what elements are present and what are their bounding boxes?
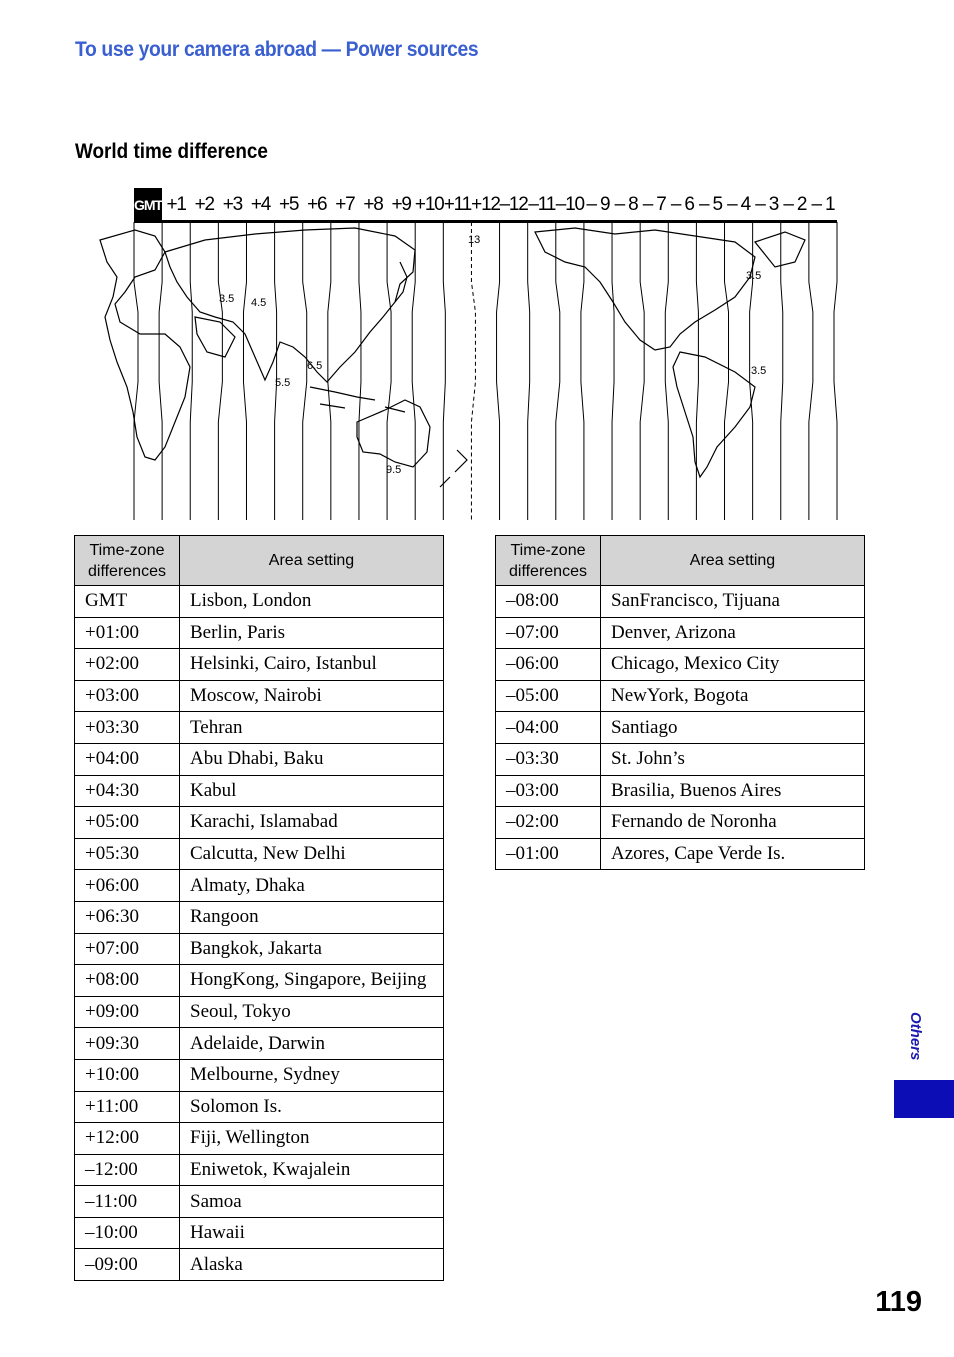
table-row (75, 617, 444, 649)
table-row (496, 586, 865, 618)
map-offset-labels (219, 234, 766, 476)
map-land-outlines (100, 228, 805, 487)
time-zone-cell: –03:30 (496, 743, 601, 775)
map-label: 13 (468, 234, 481, 246)
area-setting-cell: SanFrancisco, Tijuana (601, 586, 865, 618)
table-row (75, 1028, 444, 1060)
map-zone-lines (134, 222, 837, 520)
time-zone-cell: –05:00 (496, 680, 601, 712)
time-zone-cell: –04:00 (496, 712, 601, 744)
column-header-time-zone: Time-zone differences (496, 536, 601, 586)
area-setting-cell: Moscow, Nairobi (180, 680, 444, 712)
map-label: 4.5 (251, 297, 267, 309)
timezone-boundary-line (665, 222, 668, 520)
area-setting-cell: Melbourne, Sydney (180, 1059, 444, 1091)
area-setting-cell: Adelaide, Darwin (180, 1028, 444, 1060)
timezone-offset-cell: – 3 (755, 194, 779, 215)
time-zone-cell: –02:00 (496, 807, 601, 839)
area-setting-cell: Almaty, Dhaka (180, 870, 444, 902)
time-zone-cell: +08:00 (75, 965, 180, 997)
timezone-boundary-line (612, 222, 614, 520)
area-setting-cell: Abu Dhabi, Baku (180, 743, 444, 775)
area-setting-cell: Rangoon (180, 901, 444, 933)
time-zone-cell: –11:00 (75, 1186, 180, 1218)
timezone-offset-cell: +2 (194, 194, 214, 215)
table-row (496, 649, 865, 681)
table-row (75, 838, 444, 870)
timezone-boundary-line (809, 222, 813, 520)
area-setting-cell: Seoul, Tokyo (180, 996, 444, 1028)
area-setting-cell: Chicago, Mexico City (601, 649, 865, 681)
timezone-boundary-line (443, 222, 445, 520)
timezone-offset-cell: – 7 (642, 194, 666, 215)
column-header-time-zone: Time-zone differences (75, 536, 180, 586)
table-row (75, 901, 444, 933)
area-setting-cell: Alaska (180, 1249, 444, 1281)
time-zone-cell: +05:30 (75, 838, 180, 870)
timezone-offset-cell: +8 (363, 194, 383, 215)
side-tab-label: Others (907, 1012, 924, 1061)
timezone-gmt-cell: GMT (134, 188, 162, 222)
area-setting-cell: Fiji, Wellington (180, 1123, 444, 1155)
timezone-offset-cell: +12 (471, 194, 500, 215)
timezone-boundary-line (556, 222, 560, 520)
table-row (75, 712, 444, 744)
area-setting-cell: Tehran (180, 712, 444, 744)
table-row (75, 1059, 444, 1091)
time-zone-cell: +09:00 (75, 996, 180, 1028)
table-row (75, 775, 444, 807)
area-setting-cell: Calcutta, New Delhi (180, 838, 444, 870)
table-row (75, 933, 444, 965)
timezone-boundary-line (528, 222, 530, 520)
timezone-offset-cell: – 6 (670, 194, 694, 215)
time-zone-cell: –03:00 (496, 775, 601, 807)
area-setting-cell: Berlin, Paris (180, 617, 444, 649)
timezone-boundary-line (696, 222, 698, 520)
time-zone-cell: +03:00 (75, 680, 180, 712)
area-setting-cell: Denver, Arizona (601, 617, 865, 649)
timezone-offset-cell: +3 (222, 194, 243, 215)
time-zone-cell: +09:30 (75, 1028, 180, 1060)
time-zone-cell: –09:00 (75, 1249, 180, 1281)
timezone-offset-cell: – 4 (727, 194, 750, 215)
timezone-boundary-line (159, 222, 162, 520)
time-zone-cell: –01:00 (496, 838, 601, 870)
timezone-offset-cell: +7 (335, 194, 355, 215)
table-row (75, 743, 444, 775)
area-setting-cell: Fernando de Noronha (601, 807, 865, 839)
table-row (75, 586, 444, 618)
time-zone-cell: +07:00 (75, 933, 180, 965)
side-tab-marker (894, 1080, 954, 1118)
area-setting-cell: NewYork, Bogota (601, 680, 865, 712)
timezone-offset-cell: –12 (499, 194, 528, 215)
time-zone-cell: +04:30 (75, 775, 180, 807)
timezone-offset-cell: – 1 (811, 194, 835, 215)
time-zone-cell: GMT (75, 586, 180, 618)
timezone-boundary-line (834, 222, 837, 520)
timezone-boundary-line (640, 222, 644, 520)
time-zone-cell: +10:00 (75, 1059, 180, 1091)
timezone-offset-cell: +1 (166, 194, 186, 215)
map-label: 5.5 (275, 377, 291, 389)
time-zone-cell: +03:30 (75, 712, 180, 744)
timezone-offset-cell: –10 (555, 194, 584, 215)
area-setting-cell: Solomon Is. (180, 1091, 444, 1123)
timezone-boundary-line (134, 222, 138, 520)
map-label: 3.5 (219, 293, 235, 305)
time-zone-cell: –10:00 (75, 1217, 180, 1249)
timezone-offset-cell: +10 (414, 194, 444, 215)
world-timezone-map (95, 222, 840, 520)
area-setting-cell: Helsinki, Cairo, Istanbul (180, 649, 444, 681)
table-row (75, 965, 444, 997)
timezone-offset-cell: +11 (443, 194, 471, 215)
time-zone-cell: +06:30 (75, 901, 180, 933)
time-zone-cell: +05:00 (75, 807, 180, 839)
time-zone-cell: +12:00 (75, 1123, 180, 1155)
timezone-offset-cell: +5 (279, 194, 299, 215)
map-label: 9.5 (386, 464, 402, 476)
timezone-offset-cell: – 5 (699, 194, 722, 215)
timezone-table-right (495, 535, 865, 870)
table-row (496, 807, 865, 839)
table-row (75, 807, 444, 839)
area-setting-cell: St. John’s (601, 743, 865, 775)
area-setting-cell: Hawaii (180, 1217, 444, 1249)
map-label: 3.5 (751, 365, 767, 377)
time-zone-cell: +02:00 (75, 649, 180, 681)
time-zone-cell: +11:00 (75, 1091, 180, 1123)
timezone-boundary-line (328, 222, 331, 520)
timezone-offset-cell: +4 (250, 194, 271, 215)
table-row (75, 1154, 444, 1186)
timezone-offset-cell: +9 (391, 194, 411, 215)
timezone-boundary-line (471, 222, 475, 520)
timezone-boundary-line (275, 222, 277, 520)
timezone-boundary-line (497, 222, 500, 520)
time-zone-cell: –08:00 (496, 586, 601, 618)
area-setting-cell: Lisbon, London (180, 586, 444, 618)
area-setting-cell: HongKong, Singapore, Beijing (180, 965, 444, 997)
section-title: World time difference (75, 140, 268, 163)
area-setting-cell: Brasilia, Buenos Aires (601, 775, 865, 807)
timezone-offset-cell: – 8 (614, 194, 638, 215)
page-number: 119 (875, 1286, 922, 1318)
timezone-offset-cell: –11 (528, 194, 556, 215)
timezone-offset-cell: +6 (307, 194, 327, 215)
area-setting-cell: Azores, Cape Verde Is. (601, 838, 865, 870)
time-zone-cell: –12:00 (75, 1154, 180, 1186)
time-zone-cell: +06:00 (75, 870, 180, 902)
timezone-offset-cell: – 9 (586, 194, 610, 215)
page-header-title: To use your camera abroad — Power sources (75, 38, 479, 61)
timezone-boundary-line (359, 222, 361, 520)
table-row (496, 775, 865, 807)
column-header-area: Area setting (180, 536, 444, 586)
time-zone-cell: +01:00 (75, 617, 180, 649)
timezone-boundary-line (190, 222, 192, 520)
table-row (75, 996, 444, 1028)
table-row (496, 712, 865, 744)
table-row (75, 649, 444, 681)
time-zone-cell: +04:00 (75, 743, 180, 775)
time-zone-cell: –06:00 (496, 649, 601, 681)
area-setting-cell: Eniwetok, Kwajalein (180, 1154, 444, 1186)
table-row (496, 617, 865, 649)
table-row (496, 680, 865, 712)
table-row (75, 680, 444, 712)
table-row (75, 1123, 444, 1155)
timezone-boundary-line (725, 222, 729, 520)
table-row (75, 870, 444, 902)
column-header-area: Area setting (601, 536, 865, 586)
timezone-boundary-line (218, 222, 222, 520)
map-label: 3.5 (746, 270, 762, 282)
timezone-offset-cell: – 2 (783, 194, 807, 215)
area-setting-cell: Santiago (601, 712, 865, 744)
table-row (75, 1249, 444, 1281)
table-row (75, 1186, 444, 1218)
timezone-boundary-line (781, 222, 783, 520)
timezone-strip (134, 188, 837, 222)
area-setting-cell: Kabul (180, 775, 444, 807)
timezone-table-left (74, 535, 444, 1281)
table-row (75, 1091, 444, 1123)
table-row (496, 743, 865, 775)
time-zone-cell: –07:00 (496, 617, 601, 649)
area-setting-cell: Samoa (180, 1186, 444, 1218)
table-row (75, 1217, 444, 1249)
timezone-boundary-line (243, 222, 246, 520)
map-label: 6.5 (307, 360, 323, 372)
area-setting-cell: Karachi, Islamabad (180, 807, 444, 839)
table-row (496, 838, 865, 870)
area-setting-cell: Bangkok, Jakarta (180, 933, 444, 965)
